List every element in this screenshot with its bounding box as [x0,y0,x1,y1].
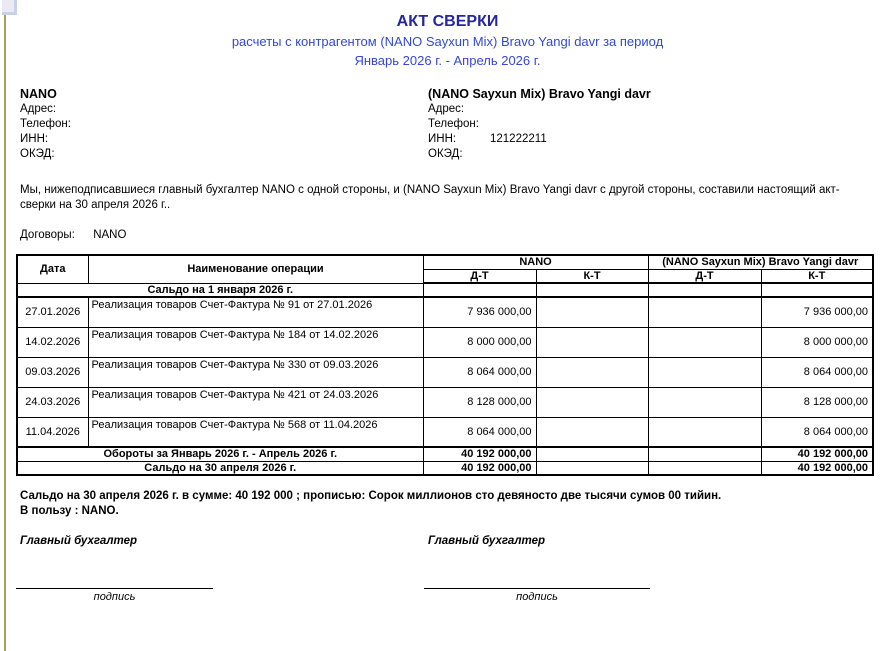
col-header-debit-right: Д-Т [648,269,761,283]
signature-caption-left: подпись [93,591,136,603]
party-left-phone: Телефон: [20,118,71,130]
summary-line-amount: Сальдо на 30 апреля 2026 г. в сумме: 40 192 000 ; прописью: Сорок миллионов сто девяносто две тысячи сумов 00 тийин. [20,490,722,502]
subtitle-line-1: расчеты с контрагентом (NANO Sayxun Mix) Bravo Yangi davr за период [231,34,664,49]
table-row [17,417,873,447]
amount-cell [536,417,648,447]
parties-section [20,86,875,162]
party-right-address: Адрес: [428,103,465,115]
signature-line-left [16,588,213,589]
amount-cell: 7 936 000,00 [761,297,873,327]
closing-balance-label: Сальдо на 30 апреля 2026 г. [17,461,423,475]
signature-section [20,535,875,625]
amount-cell: 8 064 000,00 [423,357,536,387]
amount-cell [536,327,648,357]
operation-cell: Реализация товаров Счет-Фактура № 568 от 11.04.2026 [88,417,423,447]
amount-cell [536,387,648,417]
turnover-totals-row: Обороты за Январь 2026 г. - Апрель 2026 г. 40 192 000,00 40 192 000,00 [17,447,873,461]
col-header-debit-left: Д-Т [423,269,536,283]
party-left-address: Адрес: [20,103,57,115]
table-header-row [17,255,873,269]
contracts-label: Договоры: [20,229,75,241]
party-left-inn: ИНН: [20,133,49,145]
amount-cell: 8 128 000,00 [761,387,873,417]
party-right-inn: ИНН: 121222211 [428,133,547,145]
amount-cell [536,297,648,327]
amount-cell: 8 064 000,00 [423,417,536,447]
opening-balance-label: Сальдо на 1 января 2026 г. [17,283,423,297]
amount-cell: 8 128 000,00 [423,387,536,417]
col-header-credit-left: К-Т [536,269,648,283]
party-left-okved: ОКЭД: [20,148,55,160]
opening-balance-row [17,283,873,297]
signature-caption-right: подпись [516,591,558,603]
col-header-right-company: (NANO Sayxun Mix) Bravo Yangi davr [648,255,873,269]
summary-section [20,489,875,519]
col-header-date: Дата [17,255,88,283]
operation-cell: Реализация товаров Счет-Фактура № 184 от 14.02.2026 [88,327,423,357]
amount-cell: 8 064 000,00 [761,417,873,447]
amount-cell [648,387,761,417]
amount-cell [648,357,761,387]
table-row [17,297,873,327]
date-cell: 24.03.2026 [17,387,88,417]
signature-title-left: Главный бухгалтер [20,535,138,547]
reconciliation-table [16,254,874,476]
amount-cell [648,297,761,327]
date-cell: 09.03.2026 [17,357,88,387]
preamble-text: Мы, нижеподписавшиеся главный бухгалтер NANO с одной стороны, и (NANO Sayxun Mix) Bravo Yangi davr с другой стороны, составили настоящий акт-сверки на 30 апреля 2026 г.. [20,184,840,211]
party-right [428,86,875,162]
amount-cell: 8 000 000,00 [761,327,873,357]
party-left [20,86,428,162]
turnover-label: Обороты за Январь 2026 г. - Апрель 2026 г. [17,447,423,461]
date-cell: 27.01.2026 [17,297,88,327]
amount-cell: 8 064 000,00 [761,357,873,387]
table-row [17,387,873,417]
summary-line-favor: В пользу : NANO. [20,505,119,517]
col-header-left-company: NANO [423,255,648,269]
amount-cell: 7 936 000,00 [423,297,536,327]
party-right-name: (NANO Sayxun Mix) Bravo Yangi davr [428,87,651,101]
contracts-line [20,228,875,243]
col-header-credit-right: К-Т [761,269,873,283]
operation-cell: Реализация товаров Счет-Фактура № 330 от 09.03.2026 [88,357,423,387]
amount-cell [648,327,761,357]
party-left-name: NANO [20,87,57,101]
amount-cell [648,417,761,447]
table-row [17,327,873,357]
col-header-operation: Наименование операции [88,255,423,283]
party-right-okved: ОКЭД: [428,148,463,160]
operation-cell: Реализация товаров Счет-Фактура № 91 от 27.01.2026 [88,297,423,327]
amount-cell [536,357,648,387]
page-title: АКТ СВЕРКИ [396,13,499,30]
operation-cell: Реализация товаров Счет-Фактура № 421 от 24.03.2026 [88,387,423,417]
subtitle-line-2: Январь 2026 г. - Апрель 2026 г. [354,53,541,68]
amount-cell: 8 000 000,00 [423,327,536,357]
party-right-phone: Телефон: [428,118,479,130]
table-row [17,357,873,387]
date-cell: 14.02.2026 [17,327,88,357]
date-cell: 11.04.2026 [17,417,88,447]
closing-balance-row: Сальдо на 30 апреля 2026 г. 40 192 000,00 40 192 000,00 [17,461,873,475]
contracts-value: NANO [93,229,127,241]
signature-line-right [424,588,650,589]
signature-title-right: Главный бухгалтер [428,535,546,547]
